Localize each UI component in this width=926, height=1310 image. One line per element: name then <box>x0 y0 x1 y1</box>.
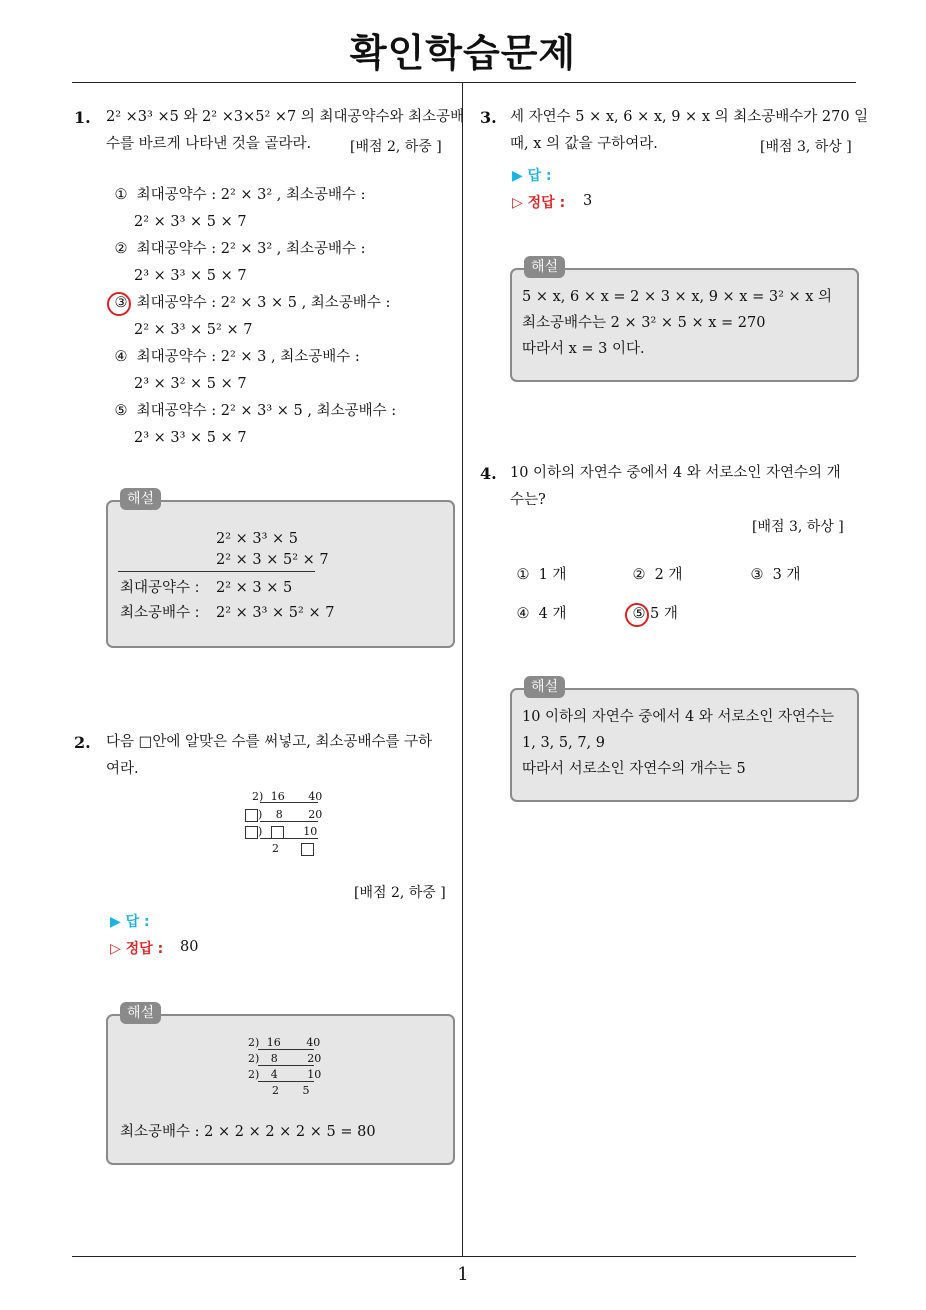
choice-text: 최대공약수 : 2² × 3² , 최소공배수 : <box>136 187 366 203</box>
choice-text: 1 개 <box>538 567 567 583</box>
question-number: 2. <box>74 733 91 752</box>
question-text: 수를 바르게 나타낸 것을 골라라. <box>106 136 312 152</box>
solution-tag: 해설 <box>524 256 565 278</box>
division-line <box>258 1065 314 1066</box>
choice-number: ② <box>114 241 128 257</box>
choice-number: ⑤ <box>632 606 646 622</box>
page-number: 1 <box>457 1264 469 1285</box>
solution-text: 최소공배수 : 2 × 2 × 2 × 2 × 5 = 80 <box>120 1124 376 1140</box>
choice-3-cont: 2² × 3³ × 5² × 7 <box>134 322 253 338</box>
question-text: 세 자연수 5 × x, 6 × x, 9 × x 의 최소공배수가 270 일 <box>510 109 869 125</box>
quotient: 5 <box>302 1084 310 1097</box>
choice-number: ② <box>632 567 646 583</box>
division-row <box>272 1084 310 1097</box>
choice-number: ④ <box>516 606 530 622</box>
quotient: 10 <box>307 1068 322 1081</box>
quotient: 2 <box>272 842 279 855</box>
choice-3[interactable] <box>746 562 800 589</box>
blank-box[interactable] <box>271 826 284 839</box>
divisor: 2) <box>248 1036 260 1049</box>
question-number: 3. <box>480 108 497 127</box>
choice-2-cont: 2³ × 3³ × 5 × 7 <box>134 268 247 284</box>
choice-5-cont: 2³ × 3³ × 5 × 7 <box>134 430 247 446</box>
question-number: 4. <box>480 464 497 483</box>
division-row <box>248 1068 321 1081</box>
answer-label: ▶ 답 : <box>110 914 150 930</box>
dividend: 16 <box>270 790 285 803</box>
solution-tag: 해설 <box>120 1002 161 1024</box>
solution-row: 2² × 3³ × 5 <box>216 531 299 547</box>
gcd-value: 2² × 3 × 5 <box>216 580 293 596</box>
score-label: [배점 3, 하상 ] <box>760 139 852 155</box>
divisor: 2) <box>252 790 264 803</box>
answer-label: ▶ 답 : <box>512 168 552 184</box>
division-line <box>260 821 318 822</box>
solution-text: 최소공배수는 2 × 3² × 5 × x = 270 <box>522 315 766 331</box>
quotient: 8 <box>270 1052 278 1065</box>
top-rule <box>72 82 856 83</box>
division-line <box>260 802 318 803</box>
division-line <box>118 571 315 572</box>
question-text: 때, x 의 값을 구하여라. <box>510 136 658 152</box>
choice-text: 2 개 <box>654 567 683 583</box>
solution-text: 따라서 x = 3 이다. <box>522 341 645 357</box>
choice-4[interactable] <box>110 344 360 371</box>
score-label: [배점 2, 하중 ] <box>350 139 442 155</box>
division-row <box>248 1052 321 1065</box>
quotient: 4 <box>270 1068 278 1081</box>
divisor: 2) <box>248 1068 260 1081</box>
solution-row: 2² × 3 × 5² × 7 <box>216 552 329 568</box>
blank-box[interactable] <box>245 826 258 839</box>
choice-text: 4 개 <box>538 606 567 622</box>
quotient: 10 <box>303 825 318 838</box>
divisor: 2) <box>248 1052 260 1065</box>
gcd-label: 최대공약수 : <box>120 580 200 596</box>
question-text: 수는? <box>510 492 546 508</box>
choice-text: 최대공약수 : 2² × 3³ × 5 , 최소공배수 : <box>136 403 397 419</box>
blank-box[interactable] <box>245 809 258 822</box>
choice-5[interactable] <box>628 601 678 628</box>
dividend: 40 <box>308 790 323 803</box>
solution-text: 1, 3, 5, 7, 9 <box>522 735 605 751</box>
division-line <box>260 838 318 839</box>
dividend: 16 <box>266 1036 281 1049</box>
quotient: 20 <box>308 808 323 821</box>
correct-answer-value: 80 <box>180 939 199 955</box>
solution-text: 5 × x, 6 × x = 2 × 3 × x, 9 × x = 3² × x 의 <box>522 289 833 305</box>
page-title: 확인학습문제 <box>349 31 577 75</box>
choice-1-cont: 2² × 3³ × 5 × 7 <box>134 214 247 230</box>
lcm-value: 2² × 3³ × 5² × 7 <box>216 605 335 621</box>
division-row <box>272 842 314 856</box>
choice-2[interactable] <box>628 562 682 589</box>
column-divider <box>462 82 463 1256</box>
choice-text: 5 개 <box>650 606 678 622</box>
choice-number: ③ <box>750 567 764 583</box>
correct-answer-label: ▷ 정답 : <box>110 941 164 957</box>
score-label: [배점 2, 하중 ] <box>354 885 446 901</box>
correct-answer-value: 3 <box>583 193 593 209</box>
choice-number: ④ <box>114 349 128 365</box>
correct-answer-label: ▷ 정답 : <box>512 195 566 211</box>
quotient: 20 <box>307 1052 322 1065</box>
choice-2[interactable] <box>110 236 366 263</box>
division-line <box>258 1081 314 1082</box>
division-row: ) 10 <box>245 825 317 839</box>
choice-text: 최대공약수 : 2² × 3² , 최소공배수 : <box>136 241 366 257</box>
blank-box[interactable] <box>301 843 314 856</box>
solution-text: 10 이하의 자연수 중에서 4 와 서로소인 자연수는 <box>522 709 835 725</box>
choice-number: ③ <box>114 295 128 311</box>
quotient: 2 <box>272 1084 279 1097</box>
solution-text: 따라서 서로소인 자연수의 개수는 5 <box>522 761 746 777</box>
question-text: 2² ×3³ ×5 와 2² ×3×5² ×7 의 최대공약수와 최소공배 <box>106 109 465 125</box>
quotient: 8 <box>275 808 283 821</box>
choice-4-cont: 2³ × 3² × 5 × 7 <box>134 376 247 392</box>
question-text: 다음 □안에 알맞은 수를 써넣고, 최소공배수를 구하 <box>106 734 433 750</box>
choice-number: ① <box>114 187 128 203</box>
solution-tag: 해설 <box>524 676 565 698</box>
choice-text: 3 개 <box>772 567 801 583</box>
division-row: ) 8 20 <box>245 808 322 822</box>
division-line <box>258 1049 314 1050</box>
choice-5[interactable] <box>110 398 396 425</box>
choice-1[interactable] <box>512 562 566 589</box>
score-label: [배점 3, 하상 ] <box>752 519 844 535</box>
question-number: 1. <box>74 108 91 127</box>
choice-text: 최대공약수 : 2² × 3 , 최소공배수 : <box>136 349 360 365</box>
question-text: 여라. <box>106 761 139 777</box>
choice-3[interactable] <box>110 290 390 317</box>
choice-number: ① <box>516 567 530 583</box>
division-row <box>248 1036 320 1049</box>
lcm-label: 최소공배수 : <box>120 605 200 621</box>
choice-4[interactable] <box>512 601 566 628</box>
dividend: 40 <box>306 1036 321 1049</box>
choice-number: ⑤ <box>114 403 128 419</box>
choice-1[interactable] <box>110 182 366 209</box>
choice-text: 최대공약수 : 2² × 3 × 5 , 최소공배수 : <box>136 295 391 311</box>
question-text: 10 이하의 자연수 중에서 4 와 서로소인 자연수의 개 <box>510 465 841 481</box>
solution-tag: 해설 <box>120 488 161 510</box>
bottom-rule <box>72 1256 856 1257</box>
